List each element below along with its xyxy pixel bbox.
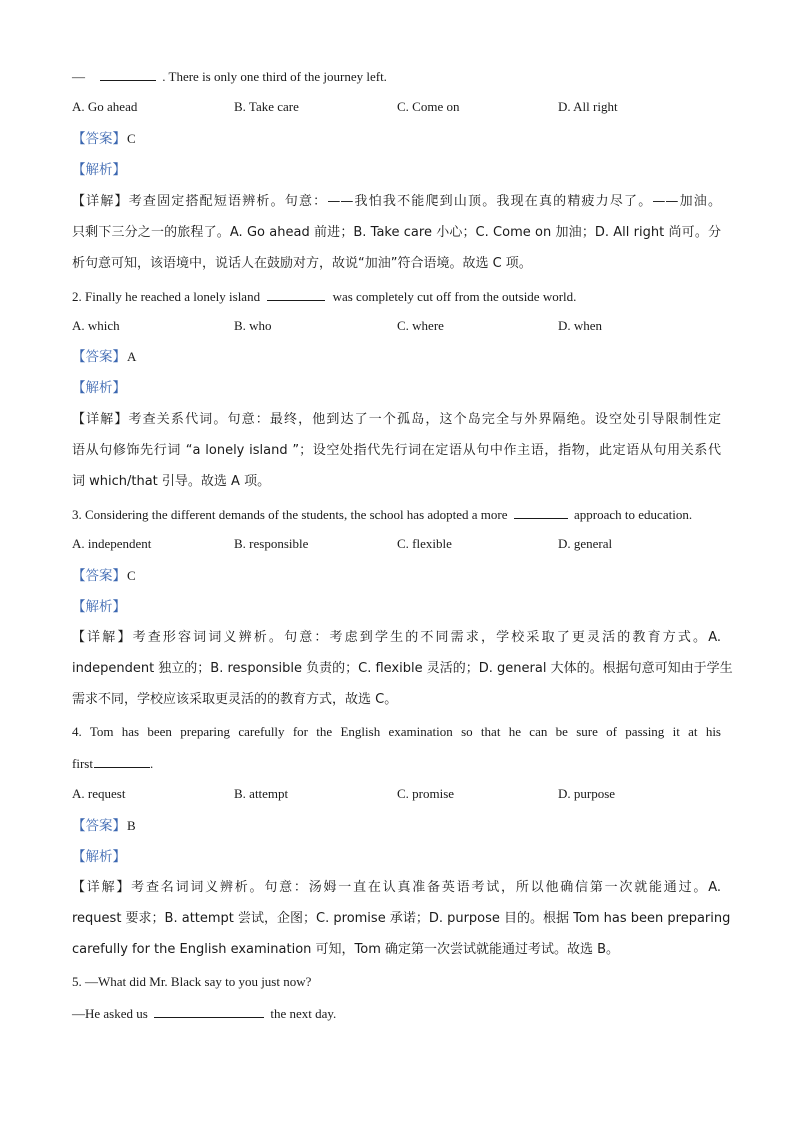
answer-label: 【答案】 [72, 131, 126, 147]
analysis-label: 【解析】 [72, 599, 126, 615]
q1-stem-text: . There is only one third of the journey left. [162, 69, 387, 84]
q4-stem-before: first [72, 756, 93, 771]
answer-value: C [127, 131, 136, 146]
answer-label: 【答案】 [72, 568, 126, 584]
q2-stem [72, 287, 576, 306]
q3-detail-line: independent 独立的；B. responsible 负责的；C. flexible 灵活的；D. general 大体的。根据句意可知由于学生 [72, 661, 733, 676]
q4-analysis [72, 848, 126, 866]
q3-option-d: D. general [558, 536, 613, 551]
q2-stem-after: was completely cut off from the outside world. [332, 289, 577, 304]
q4-stem-after: . [149, 756, 154, 771]
q2-stem-before: 2. Finally he reached a lonely island [72, 289, 261, 304]
q4-option-c: C. promise [397, 786, 455, 801]
analysis-label: 【解析】 [72, 849, 126, 865]
q3-analysis [72, 598, 126, 616]
q1-option-c: C. Come on [397, 99, 460, 114]
q3-option-a: A. independent [72, 536, 152, 551]
q1-detail-line: 只剩下三分之一的旅程了。A. Go ahead 前进；B. Take care 小心；C. Come on 加油；D. All right 尚可。分 [72, 225, 721, 240]
q5-stem-line1: 5. —What did Mr. Black say to you just now? [72, 974, 312, 989]
answer-value: B [127, 818, 136, 833]
q2-blank [267, 287, 325, 301]
q4-detail-line: 【详解】考查名词词义辨析。句意：汤姆一直在认真准备英语考试，所以他确信第一次就能通过。A. [72, 880, 721, 895]
q4-stem-line1: 4. Tom has been preparing carefully for the English examination so that he can be sure of passing it at his [72, 724, 721, 739]
q2-detail-line: 词 which/that 引导。故选 A 项。 [72, 474, 271, 489]
q1-option-d: D. All right [558, 99, 618, 114]
answer-label: 【答案】 [72, 349, 126, 365]
analysis-label: 【解析】 [72, 380, 126, 396]
q2-option-b: B. who [234, 318, 272, 333]
q3-stem-after: approach to education. [574, 507, 693, 522]
q4-option-b: B. attempt [234, 786, 289, 801]
q4-blank [94, 754, 150, 768]
q2-analysis [72, 379, 126, 397]
q1-stem [72, 67, 387, 86]
q2-detail-line: 语从句修饰先行词 “a lonely island ”；设空处指代先行词在定语从句中作主语，指物，此定语从句用关系代 [72, 443, 721, 458]
q2-detail-line: 【详解】考查关系代词。句意：最终，他到达了一个孤岛，这个岛完全与外界隔绝。设空处引导限制性定 [72, 412, 721, 427]
q1-detail-line: 【详解】考查固定搭配短语辨析。句意：——我怕我不能爬到山顶。我现在真的精疲力尽了。——加油。 [72, 194, 721, 209]
q1-blank [100, 67, 156, 81]
q4-stem-line2 [72, 754, 153, 773]
answer-value: A [127, 349, 137, 364]
q1-answer [72, 130, 136, 148]
q2-option-c: C. where [397, 318, 444, 333]
answer-label: 【答案】 [72, 818, 126, 834]
answer-value: C [127, 568, 136, 583]
q3-option-c: C. flexible [397, 536, 452, 551]
q3-blank [514, 505, 568, 519]
q1-option-a: A. Go ahead [72, 99, 138, 114]
q3-detail-line: 【详解】考查形容词词义辨析。句意：考虑到学生的不同需求，学校采取了更灵活的教育方式。A. [72, 630, 721, 645]
q2-answer [72, 348, 136, 366]
q1-dash: — [72, 69, 85, 84]
q5-stem-after: the next day. [270, 1006, 337, 1021]
q3-stem [72, 505, 692, 524]
q3-option-b: B. responsible [234, 536, 309, 551]
q2-option-d: D. when [558, 318, 603, 333]
q1-analysis [72, 161, 126, 179]
analysis-label: 【解析】 [72, 162, 126, 178]
q3-answer [72, 567, 136, 585]
q4-option-a: A. request [72, 786, 126, 801]
q5-blank [154, 1004, 264, 1018]
q4-detail-line: request 要求；B. attempt 尝试，企图；C. promise 承诺；D. purpose 目的。根据 Tom has been preparing [72, 911, 731, 926]
q2-option-a: A. which [72, 318, 120, 333]
q4-answer [72, 817, 136, 835]
q3-detail-line: 需求不同，学校应该采取更灵活的的教育方式，故选 C。 [72, 692, 398, 707]
q4-detail-line: carefully for the English examination 可知，Tom 确定第一次尝试就能通过考试。故选 B。 [72, 942, 620, 957]
q5-stem-before: —He asked us [72, 1006, 148, 1021]
q5-stem-line2 [72, 1004, 336, 1023]
q1-option-b: B. Take care [234, 99, 299, 114]
q4-option-d: D. purpose [558, 786, 616, 801]
q3-stem-before: 3. Considering the different demands of the students, the school has adopted a more [72, 507, 508, 522]
q1-detail-line: 析句意可知，该语境中，说话人在鼓励对方，故说“加油”符合语境。故选 C 项。 [72, 256, 532, 271]
